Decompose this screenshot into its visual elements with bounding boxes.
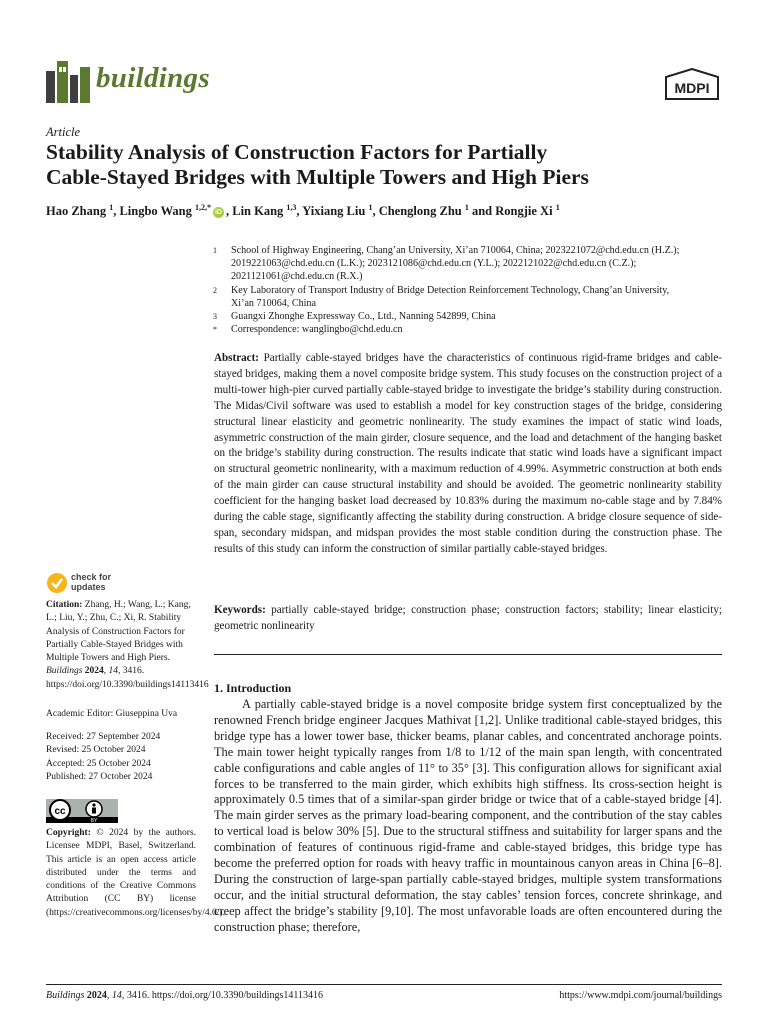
accepted-date: Accepted: 25 October 2024 [46, 758, 151, 769]
title-line-1: Stability Analysis of Construction Factors for Partially [46, 140, 548, 164]
author-sup: 1 [555, 203, 560, 212]
footer-year: 2024 [86, 990, 107, 1001]
footer-citation: Buildings 2024, 14, 3416. https://doi.org/10.3390/buildings14113416 [46, 990, 323, 1001]
copyright-text: © 2024 by the authors. Licensee MDPI, Basel, Switzerland. This article is an open access article distributed under the terms and conditions of the Creative Commons Attribution (CC BY) license (https://creativecommons.org/licenses/by/4.0/). [46, 828, 225, 918]
check-for-updates-button[interactable] [46, 571, 126, 595]
intro-paragraph: A partially cable-stayed bridge is a novel composite bridge system first conceptualized by the renowned French bridge engineer Jacques Mathivat [1,2]. Unlike traditional cable-stayed bridges, this bridge type has a lower tower base, thicker beams, planar cables, and concentrated anchorage points. The main tower height typically ranges from 1/8 to 1/12 of the main span length, with concentrated cable configurations and cable angles of 11° to 35° [3]. This configuration allows for significant axial forces to be transferred to the main girder, which exhibits high stiffness. Its cross-section height is approximately 0.5 times that of a similar-span girder bridge or twice that of a cable-stayed bridge [4]. The main girder serves as the primary load-bearing component, and the contribution of the stay cables to vertical load is below 30% [5]. Due to the structural stiffness and suitability for larger spans and the combination of features of continuous rigid-frame and cable-stayed bridges, this bridge type has become the preferred option for roads with heavy traffic in mountainous canyon areas in China [6–8]. During the construction of large-span partially cable-stayed bridges, multiple system transformations occur, and the initial structural deformation, the stay cables’ tension forces, concrete shrinkage, and creep affect the bridge’s stability [9,10]. The most unfavorable loads are often encountered during the construction phase; therefore, [214, 697, 722, 934]
affiliation-3 [214, 310, 724, 323]
affiliation-line: Xi’an 710064, China [231, 298, 316, 309]
revised-date: Revised: 25 October 2024 [46, 745, 146, 756]
buildings-logo-icon [46, 61, 90, 103]
cc-by-license-icon[interactable] [46, 799, 118, 823]
affiliation-1 [214, 244, 724, 283]
footer-doi[interactable]: , 3416. https://doi.org/10.3390/buildings14113416 [121, 990, 323, 1001]
author: Lin Kang [232, 204, 284, 219]
citation-volume: 14 [108, 666, 119, 677]
affiliation-2 [214, 284, 724, 310]
affiliation-line: School of Highway Engineering, Chang’an University, Xi’an 710064, China; 2023221072@chd.edu.cn (H.Z.); [231, 245, 680, 256]
article-type: Article [46, 125, 81, 139]
citation-block: Citation: Zhang, H.; Wang, L.; Kang, L.; Liu, Y.; Zhu, C.; Xi, R. Stability Analysis of Construction Factors for Partially Cable-Stayed Bridges with Multiple Towers and High Piers. Buildings 2024, 14, 3416. https://doi.org/10.3390/buildings14113416 [46, 600, 209, 690]
footer-divider [46, 984, 722, 985]
citation-text: Zhang, H.; Wang, L.; Kang, L.; Liu, Y.; Zhu, C.; Xi, R. Stability Analysis of Construction Factors for Partially Cable-Stayed Bridges with Multiple Towers and High Piers. [46, 600, 191, 664]
author-and: and [468, 204, 496, 219]
author: Hao Zhang [46, 204, 107, 219]
affiliation-number: 1 [213, 246, 217, 255]
author-separator: , [113, 204, 120, 219]
keywords-label: Keywords: [214, 604, 266, 616]
author-sup: 1 [464, 203, 469, 212]
affiliation-line: Correspondence: wanglingbo@chd.edu.cn [231, 324, 403, 335]
author-sup: 1 [109, 203, 114, 212]
title-line-2: Cable-Stayed Bridges with Multiple Towers and High Piers [46, 165, 589, 189]
author-sup: 1,3 [286, 203, 297, 212]
keywords-text: partially cable-stayed bridge; construction phase; construction factors; stability; linear elasticity; geometric nonlinearity [214, 604, 722, 632]
dates-block [46, 731, 196, 784]
section-divider [214, 654, 722, 655]
journal-name: buildings [96, 62, 210, 94]
affiliation-number: * [213, 325, 217, 334]
author: Lingbo Wang [119, 204, 192, 219]
mdpi-logo-icon [665, 68, 719, 100]
published-date: Published: 27 October 2024 [46, 771, 153, 782]
author-separator: , [296, 204, 303, 219]
affiliation-number: 3 [213, 312, 217, 321]
abstract-text: Partially cable-stayed bridges have the characteristics of continuous rigid-frame bridges and cable-stayed bridges, making them a novel composite bridge system. This study focuses on the construction project of a multi-tower high-pier curved partially cable-stayed bridge to investigate the bridge’s stability during construction. The Midas/Civil software was used to establish a model for key construction stages of the bridge, considering structural linear elasticity and geometric nonlinearity. The study examines the impact of static wind loads, asymmetric construction of the main girder, closure sequence, and the load and detachment of the hanging basket on the bridge’s stability during construction. The results indicate that static wind loads have a significant impact on structural geometric nonlinearity, with a maximum reduction of 4.99%. Asymmetric construction at both ends of the main girder can cause structural instability and should be avoided. The geometric nonlinearity stability coefficient for the hanging basket load decreased by 10.83% during the maximum no-cable stage and by 7.84% during the cable stage, significantly affecting the stability during construction. A bridge closure sequence of side-span, secondary midspan, and midspan provides the most stable condition during the construction phase. The results of this study can inform the construction of similar partially cable-stayed bridges. [214, 352, 722, 555]
section-heading: 1. Introduction [214, 681, 292, 695]
copyright-label: Copyright: [46, 828, 91, 838]
article-title [46, 140, 736, 190]
affiliation-number: 2 [213, 286, 217, 295]
orcid-icon[interactable]: iD [214, 209, 222, 217]
correspondence [214, 323, 724, 336]
abstract-label: Abstract: [214, 352, 259, 364]
keywords [214, 603, 722, 635]
affiliation-line: 2019221063@chd.edu.cn (L.K.); 2023121086@chd.edu.cn (Y.L.); 2022121022@chd.edu.cn (C.Z.); [231, 258, 637, 269]
author: Chenglong Zhu [378, 204, 462, 219]
check-updates-line2: updates [71, 582, 106, 592]
author: Yixiang Liu [302, 204, 366, 219]
author: Rongjie Xi [495, 204, 553, 219]
author-separator: , [225, 204, 233, 219]
cc-label: cc [54, 806, 66, 817]
citation-journal: Buildings [46, 666, 83, 677]
received-date: Received: 27 September 2024 [46, 732, 161, 742]
academic-editor: Academic Editor: Giuseppina Uva [46, 709, 178, 719]
footer-volume: 14 [111, 990, 122, 1001]
author-sup: 1 [368, 203, 373, 212]
citation-label: Citation: [46, 600, 83, 610]
copyright-block [46, 827, 225, 920]
check-updates-line1: check for [71, 572, 112, 582]
author-sup: 1,2,* [194, 203, 211, 212]
affiliation-line: Guangxi Zhonghe Expressway Co., Ltd., Nanning 542899, China [231, 311, 496, 322]
affiliation-line: Key Laboratory of Transport Industry of Bridge Detection Reinforcement Technology, Chang’an University, [231, 285, 670, 296]
affiliation-line: 2021121061@chd.edu.cn (R.X.) [231, 271, 363, 282]
footer-journal-url[interactable]: https://www.mdpi.com/journal/buildings [559, 990, 722, 1001]
mdpi-logo-text: MDPI [674, 80, 710, 96]
citation-year: 2024 [84, 666, 104, 677]
citation-rest[interactable]: , 3416. https://doi.org/10.3390/buildings14113416 [46, 666, 209, 690]
footer-journal: Buildings [46, 990, 85, 1001]
author-separator: , [372, 204, 379, 219]
cc-by-label: BY [90, 818, 98, 823]
abstract [214, 351, 722, 558]
author-list [46, 203, 736, 219]
check-updates-icon [46, 572, 68, 594]
